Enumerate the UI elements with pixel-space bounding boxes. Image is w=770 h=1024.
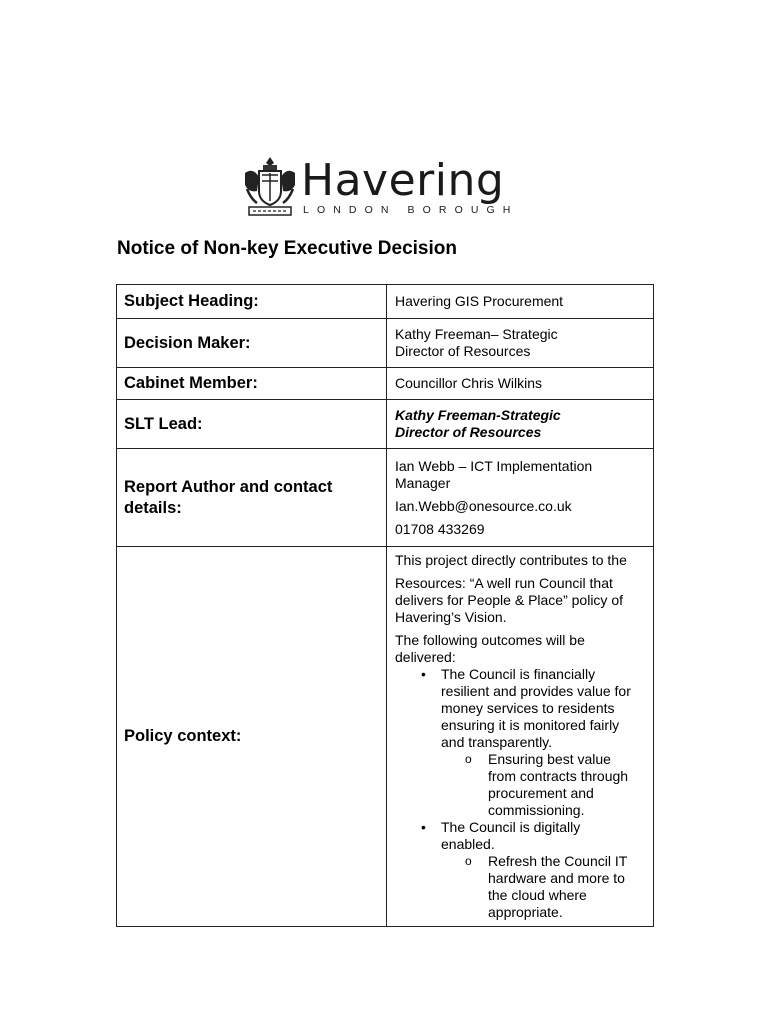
outcome-line: resilient and provides value for	[441, 683, 631, 699]
policy-intro: This project directly contributes to the	[395, 552, 627, 568]
label-author: Report Author and contact details:	[117, 449, 387, 547]
outcome-sublist	[441, 853, 645, 921]
row-decision-maker	[117, 319, 654, 368]
page-title: Notice of Non-key Executive Decision	[117, 238, 457, 259]
policy-p3-line: The following outcomes will be	[395, 632, 585, 648]
author-email: Ian.Webb@onesource.co.uk	[395, 497, 572, 514]
policy-paragraph-2	[395, 575, 645, 626]
label-decision-maker: Decision Maker:	[117, 319, 387, 368]
slt-line-1: Kathy Freeman-Strategic	[395, 407, 561, 423]
subitem-line: from contracts through	[488, 768, 629, 784]
value-decision-maker	[387, 319, 654, 368]
label-subject: Subject Heading:	[117, 285, 387, 319]
outcome-item	[441, 819, 645, 921]
outcome-sublist	[441, 751, 645, 819]
author-phone: 01708 433269	[395, 520, 485, 537]
row-cabinet	[117, 368, 654, 400]
subitem-line: commissioning.	[488, 802, 585, 818]
havering-logo	[241, 155, 521, 217]
outcome-line: and transparently.	[441, 734, 553, 750]
policy-p3-line: delivered:	[395, 649, 456, 665]
logo-subtitle: LONDON BOROUGH	[303, 204, 519, 216]
label-policy: Policy context:	[117, 547, 387, 927]
outcomes-list	[395, 666, 645, 921]
logo-wordmark: Havering	[301, 155, 505, 206]
subitem-line: appropriate.	[488, 904, 563, 920]
slt-line-2: Director of Resources	[395, 424, 542, 440]
outcome-line: enabled.	[441, 836, 495, 852]
policy-p2-line: Resources: “A well run Council that	[395, 575, 613, 591]
value-subject: Havering GIS Procurement	[387, 285, 654, 319]
outcome-line: • The Council is financially	[441, 666, 596, 682]
policy-p2-line: delivers for People & Place” policy of	[395, 592, 623, 608]
author-line-2: Manager	[395, 474, 451, 491]
subitem-line: the cloud where	[488, 887, 587, 903]
decision-maker-line-1: Kathy Freeman– Strategic	[395, 326, 558, 342]
value-cabinet: Councillor Chris Wilkins	[387, 368, 654, 400]
outcome-line: • The Council is digitally	[441, 819, 581, 835]
row-policy	[117, 547, 654, 927]
row-slt	[117, 400, 654, 449]
author-line-1: Ian Webb – ICT Implementation	[395, 457, 593, 474]
policy-p2-line: Havering’s Vision.	[395, 609, 507, 625]
label-slt: SLT Lead:	[117, 400, 387, 449]
value-policy	[387, 547, 654, 927]
outcome-subitem	[488, 853, 645, 921]
subitem-line: o Ensuring best value	[488, 751, 611, 767]
outcome-line: ensuring it is monitored fairly	[441, 717, 620, 733]
subitem-line: hardware and more to	[488, 870, 625, 886]
value-author	[387, 449, 654, 547]
policy-paragraph-3	[395, 632, 645, 666]
row-subject	[117, 285, 654, 319]
subitem-line: procurement and	[488, 785, 594, 801]
outcome-subitem	[488, 751, 645, 819]
value-slt	[387, 400, 654, 449]
decision-maker-line-2: Director of Resources	[395, 343, 531, 359]
outcome-item	[441, 666, 645, 819]
row-author	[117, 449, 654, 547]
label-cabinet: Cabinet Member:	[117, 368, 387, 400]
outcome-line: money services to residents	[441, 700, 615, 716]
coat-of-arms-icon	[241, 155, 299, 217]
decision-table	[116, 284, 654, 927]
subitem-line: o Refresh the Council IT	[488, 853, 628, 869]
